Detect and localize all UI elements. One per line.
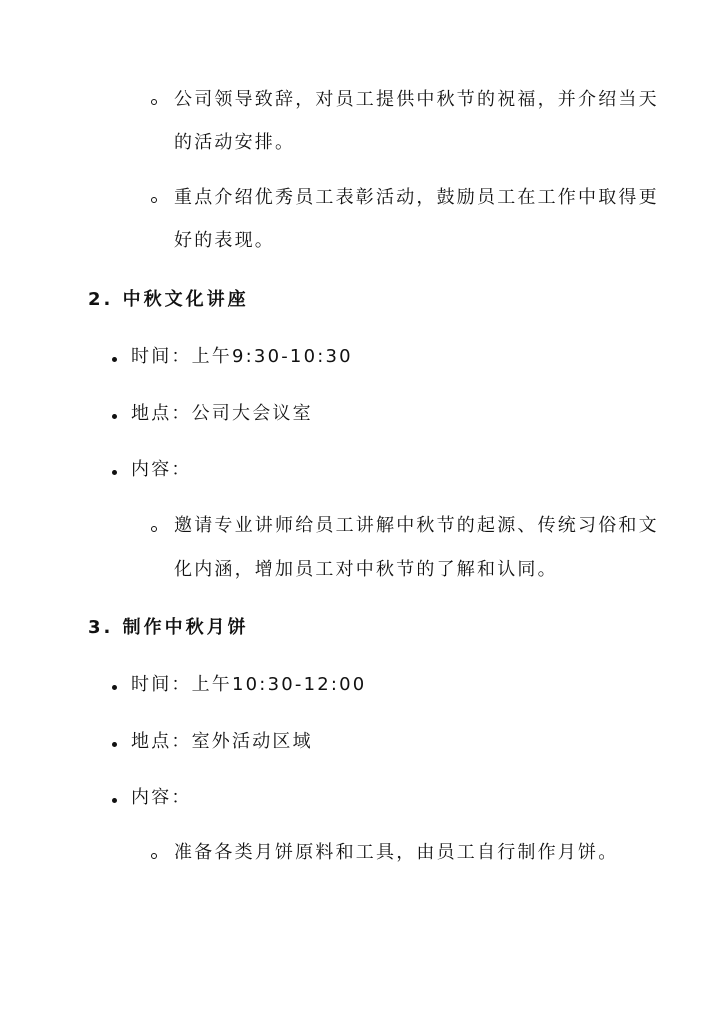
sub-bullet-text: 邀请专业讲师给员工讲解中秋节的起源、传统习俗和文 — [174, 515, 659, 536]
sub-bullet-text-continued: 的活动安排。 — [174, 132, 296, 153]
section-heading: 2. 中秋文化讲座 — [88, 289, 249, 310]
list-item: 地点：室外活动区域 — [131, 731, 313, 752]
bullet-marker — [112, 357, 117, 362]
sub-bullet-text: 重点介绍优秀员工表彰活动，鼓励员工在工作中取得更 — [174, 187, 659, 208]
sub-bullet-text-continued: 好的表现。 — [174, 230, 275, 251]
sub-bullet-marker — [151, 99, 157, 105]
list-item: 内容： — [131, 459, 192, 480]
sub-bullet-marker — [151, 197, 157, 203]
sub-bullet-marker — [151, 526, 157, 532]
sub-bullet-text: 准备各类月饼原料和工具，由员工自行制作月饼。 — [174, 842, 619, 863]
sub-bullet-text: 公司领导致辞，对员工提供中秋节的祝福，并介绍当天 — [174, 89, 659, 110]
bullet-marker — [112, 414, 117, 419]
section-heading: 3. 制作中秋月饼 — [88, 617, 249, 638]
list-item: 地点：公司大会议室 — [131, 403, 313, 424]
list-item: 时间：上午10:30-12:00 — [131, 674, 367, 695]
bullet-marker — [112, 742, 117, 747]
sub-bullet-marker — [151, 853, 157, 859]
list-item: 时间：上午9:30-10:30 — [131, 346, 353, 367]
list-item: 内容： — [131, 787, 192, 808]
bullet-marker — [112, 470, 117, 475]
sub-bullet-text-continued: 化内涵，增加员工对中秋节的了解和认同。 — [174, 559, 558, 580]
bullet-marker — [112, 798, 117, 803]
bullet-marker — [112, 685, 117, 690]
